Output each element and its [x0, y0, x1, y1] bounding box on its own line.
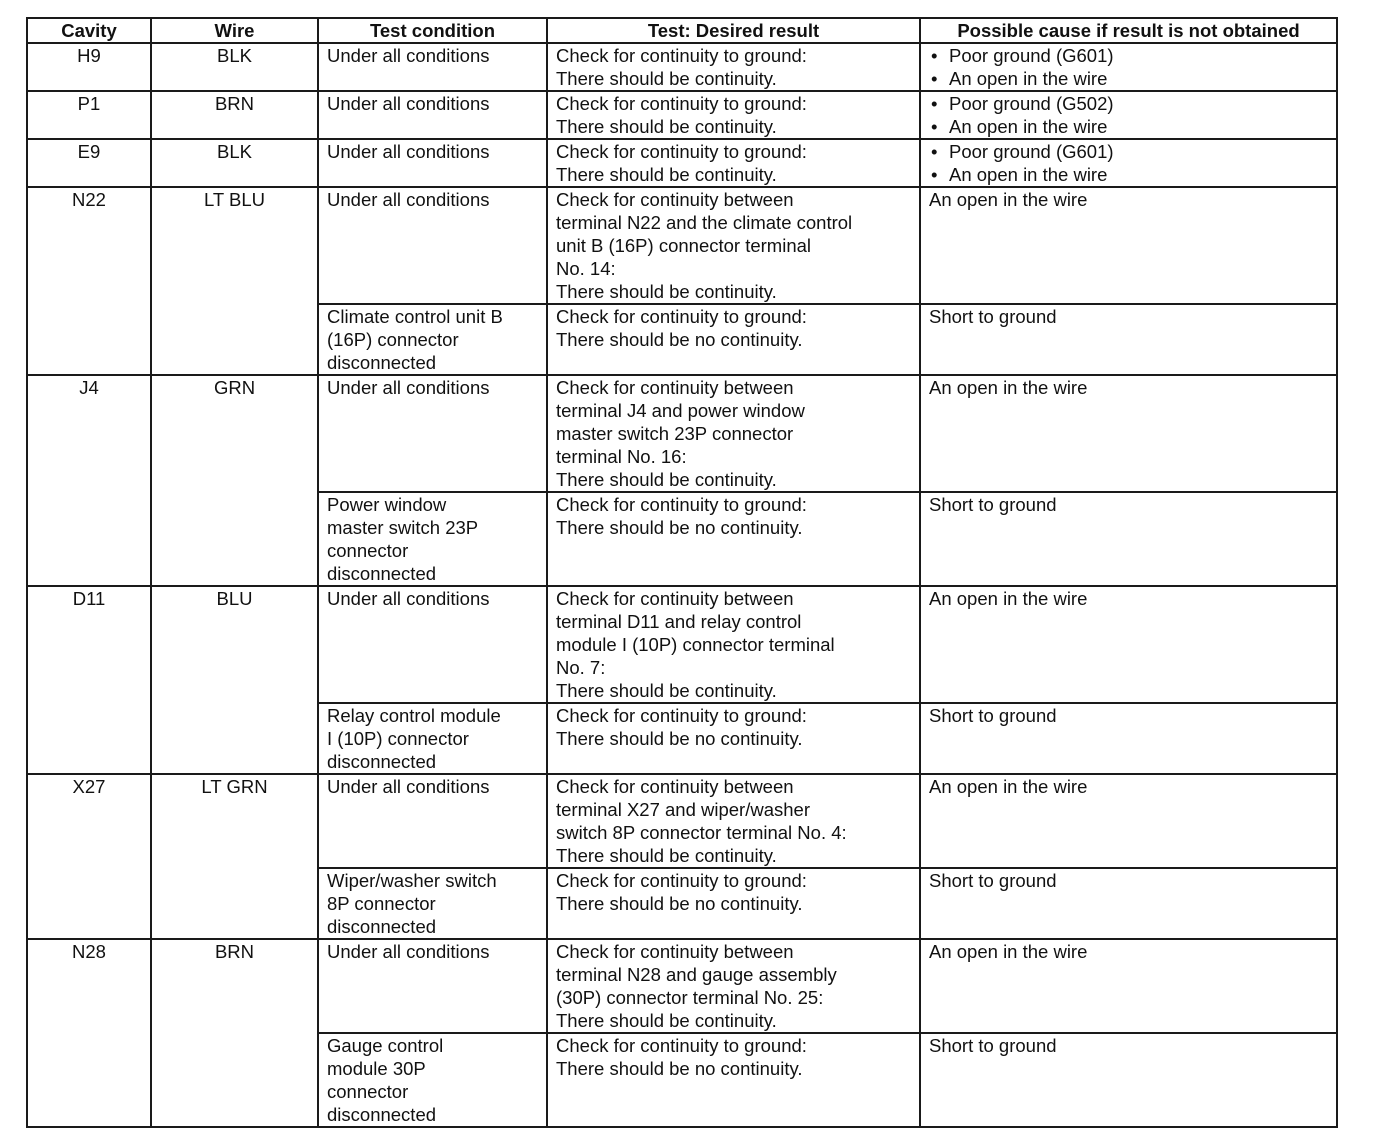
table-row: [27, 187, 1337, 304]
header-cavity: Cavity: [27, 18, 151, 43]
test-condition-cell: Under all conditions: [318, 139, 547, 187]
possible-cause-cell: [920, 703, 1337, 774]
diagnostic-table-sheet: [26, 17, 1338, 1128]
table-row: [27, 375, 1337, 492]
possible-cause-cell: [920, 492, 1337, 586]
desired-result-cell: Check for continuity to ground: There should be no continuity.: [547, 492, 920, 586]
cause-list-item: • An open in the wire: [929, 115, 1328, 138]
test-condition-cell: Under all conditions: [318, 187, 547, 304]
cause-text: An open in the wire: [929, 189, 1088, 210]
test-condition-cell: Under all conditions: [318, 586, 547, 703]
wire-color-cell: LT BLU: [151, 187, 318, 375]
cause-text: Short to ground: [929, 494, 1057, 515]
desired-result-cell: Check for continuity to ground: There should be continuity.: [547, 91, 920, 139]
test-condition-cell: Under all conditions: [318, 939, 547, 1033]
cause-list-item: • Poor ground (G601): [929, 140, 1328, 163]
possible-cause-cell: [920, 586, 1337, 703]
possible-cause-cell: [920, 304, 1337, 375]
possible-cause-cell: [920, 939, 1337, 1033]
test-condition-cell: Climate control unit B (16P) connector disconnected: [318, 304, 547, 375]
cause-text: Short to ground: [929, 705, 1057, 726]
cavity-cell: N22: [27, 187, 151, 375]
desired-result-cell: Check for continuity to ground: There should be no continuity.: [547, 703, 920, 774]
wire-color-cell: LT GRN: [151, 774, 318, 939]
header-desired-result: Test: Desired result: [547, 18, 920, 43]
possible-cause-cell: [920, 139, 1337, 187]
possible-cause-cell: [920, 91, 1337, 139]
test-condition-cell: Under all conditions: [318, 91, 547, 139]
desired-result-cell: Check for continuity between terminal D11 and relay control module I (10P) connector terminal No. 7: There should be continuity.: [547, 586, 920, 703]
cavity-cell: H9: [27, 43, 151, 91]
cause-list: [929, 92, 1328, 138]
table-row: [27, 43, 1337, 91]
cavity-cell: J4: [27, 375, 151, 586]
desired-result-cell: Check for continuity to ground: There should be no continuity.: [547, 868, 920, 939]
cause-text: An open in the wire: [929, 588, 1088, 609]
cavity-cell: N28: [27, 939, 151, 1127]
cavity-cell: E9: [27, 139, 151, 187]
cause-text: Short to ground: [929, 870, 1057, 891]
test-condition-cell: Gauge control module 30P connector disconnected: [318, 1033, 547, 1127]
table-row: [27, 939, 1337, 1033]
desired-result-cell: Check for continuity between terminal N22 and the climate control unit B (16P) connector terminal No. 14: There should be continuity.: [547, 187, 920, 304]
cause-list-item: • Poor ground (G601): [929, 44, 1328, 67]
header-row: [27, 18, 1337, 43]
desired-result-cell: Check for continuity between terminal N28 and gauge assembly (30P) connector terminal No. 25: There should be continuity.: [547, 939, 920, 1033]
test-condition-cell: Under all conditions: [318, 43, 547, 91]
cavity-cell: D11: [27, 586, 151, 774]
possible-cause-cell: [920, 774, 1337, 868]
desired-result-cell: Check for continuity to ground: There should be no continuity.: [547, 304, 920, 375]
possible-cause-cell: [920, 187, 1337, 304]
possible-cause-cell: [920, 1033, 1337, 1127]
cause-list-item: • An open in the wire: [929, 67, 1328, 90]
wire-color-cell: BRN: [151, 939, 318, 1127]
wire-color-cell: GRN: [151, 375, 318, 586]
header-test-condition: Test condition: [318, 18, 547, 43]
desired-result-cell: Check for continuity between terminal J4 and power window master switch 23P connector terminal No. 16: There should be continuity.: [547, 375, 920, 492]
cause-text: Short to ground: [929, 1035, 1057, 1056]
cause-list: [929, 140, 1328, 186]
desired-result-cell: Check for continuity to ground: There should be continuity.: [547, 139, 920, 187]
wire-color-cell: BLK: [151, 43, 318, 91]
possible-cause-cell: [920, 43, 1337, 91]
wire-test-table: [26, 17, 1338, 1128]
desired-result-cell: Check for continuity between terminal X27 and wiper/washer switch 8P connector terminal No. 4: There should be continuity.: [547, 774, 920, 868]
test-condition-cell: Wiper/washer switch 8P connector disconnected: [318, 868, 547, 939]
possible-cause-cell: [920, 375, 1337, 492]
table-row: [27, 586, 1337, 703]
table-row: [27, 91, 1337, 139]
test-condition-cell: Under all conditions: [318, 774, 547, 868]
cause-list: [929, 44, 1328, 90]
cavity-cell: P1: [27, 91, 151, 139]
desired-result-cell: Check for continuity to ground: There should be no continuity.: [547, 1033, 920, 1127]
table-body: [27, 43, 1337, 1127]
cavity-cell: X27: [27, 774, 151, 939]
desired-result-cell: Check for continuity to ground: There should be continuity.: [547, 43, 920, 91]
header-possible-cause: Possible cause if result is not obtained: [920, 18, 1337, 43]
test-condition-cell: Under all conditions: [318, 375, 547, 492]
table-row: [27, 139, 1337, 187]
cause-text: Short to ground: [929, 306, 1057, 327]
wire-color-cell: BLU: [151, 586, 318, 774]
test-condition-cell: Relay control module I (10P) connector disconnected: [318, 703, 547, 774]
cause-text: An open in the wire: [929, 377, 1088, 398]
wire-color-cell: BLK: [151, 139, 318, 187]
cause-text: An open in the wire: [929, 941, 1088, 962]
header-wire: Wire: [151, 18, 318, 43]
table-row: [27, 774, 1337, 868]
test-condition-cell: Power window master switch 23P connector disconnected: [318, 492, 547, 586]
cause-list-item: • An open in the wire: [929, 163, 1328, 186]
cause-list-item: • Poor ground (G502): [929, 92, 1328, 115]
cause-text: An open in the wire: [929, 776, 1088, 797]
possible-cause-cell: [920, 868, 1337, 939]
wire-color-cell: BRN: [151, 91, 318, 139]
